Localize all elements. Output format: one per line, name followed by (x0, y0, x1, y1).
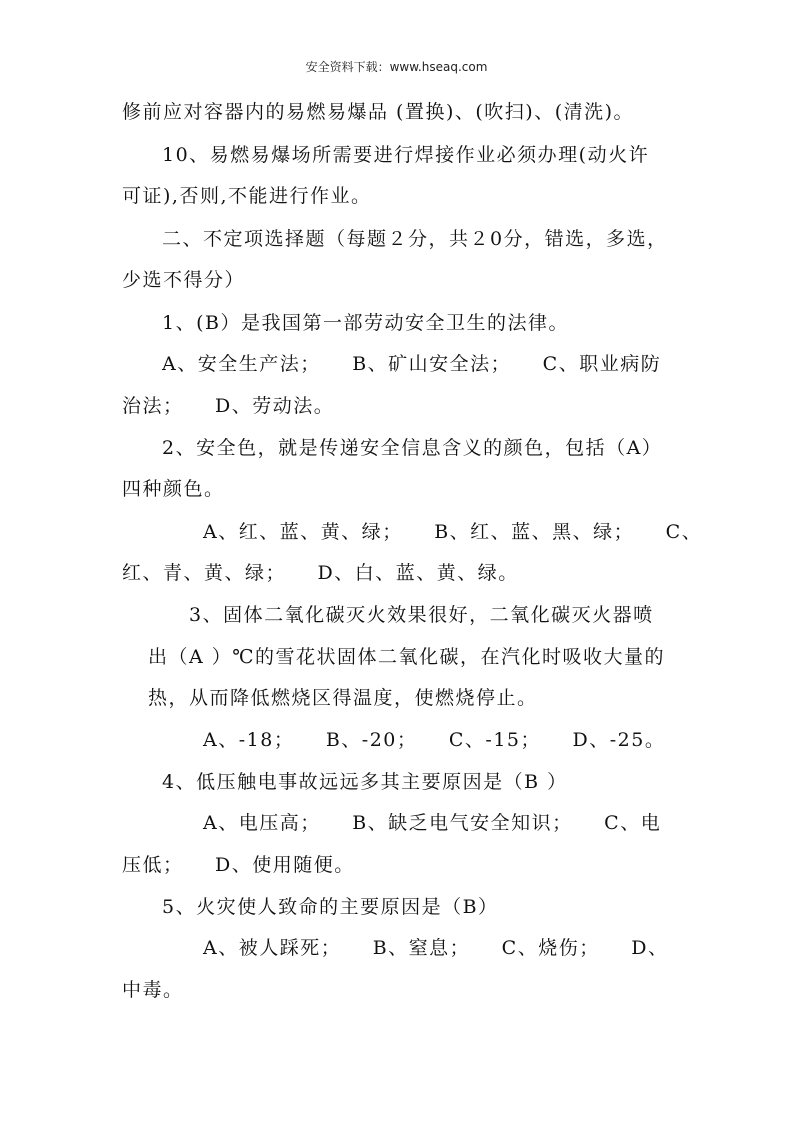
text-line: A、红、蓝、黄、绿； B、红、蓝、黑、绿； C、 (203, 521, 703, 543)
text-line: 中毒。 (122, 979, 184, 1001)
text-line: 出（A ）℃的雪花状固体二氧化碳，在汽化时吸收大量的 (148, 646, 666, 668)
text-line: 修前应对容器内的易燃易爆品 (置换)、(吹扫)、(清洗)。 (122, 101, 635, 123)
text-line: 5、火灾使人致命的主要原因是（B） (162, 896, 499, 918)
text-line: 治法； D、劳动法。 (122, 395, 335, 417)
text-line: A、安全生产法； B、矿山安全法； C、职业病防 (162, 353, 662, 375)
page-header: 安全资料下载：www.hseaq.com (305, 60, 488, 74)
text-line: A、被人踩死； B、窒息； C、烧伤； D、 (203, 937, 669, 959)
text-line: 少选不得分） (122, 269, 246, 291)
text-line: A、电压高； B、缺乏电气安全知识； C、电 (203, 812, 662, 834)
text-line: 四种颜色。 (122, 478, 225, 500)
text-line: 可证),否则,不能进行作业。 (122, 185, 372, 207)
text-line: 4、低压触电事故远远多其主要原因是（B ） (162, 771, 568, 793)
text-line: 热，从而降低燃烧区得温度，使燃烧停止。 (148, 687, 538, 709)
text-line: A、-18； B、-20； C、-15； D、-25。 (203, 729, 666, 751)
text-line: 3、固体二氧化碳灭火效果很好，二氧化碳灭火器喷 (189, 604, 654, 626)
text-line: 2、安全色，就是传递安全信息含义的颜色，包括（A） (162, 437, 663, 459)
text-line: 压低； D、使用随便。 (122, 854, 355, 876)
text-line: 红、青、黄、绿； D、白、蓝、黄、绿。 (122, 562, 519, 584)
text-line: 10、易燃易爆场所需要进行焊接作业必须办理(动火许 (162, 144, 650, 166)
text-line: 二、不定项选择题（每题２分，共２0分，错选，多选， (162, 228, 668, 250)
text-line: 1、(B）是我国第一部劳动安全卫生的法律。 (162, 312, 569, 334)
